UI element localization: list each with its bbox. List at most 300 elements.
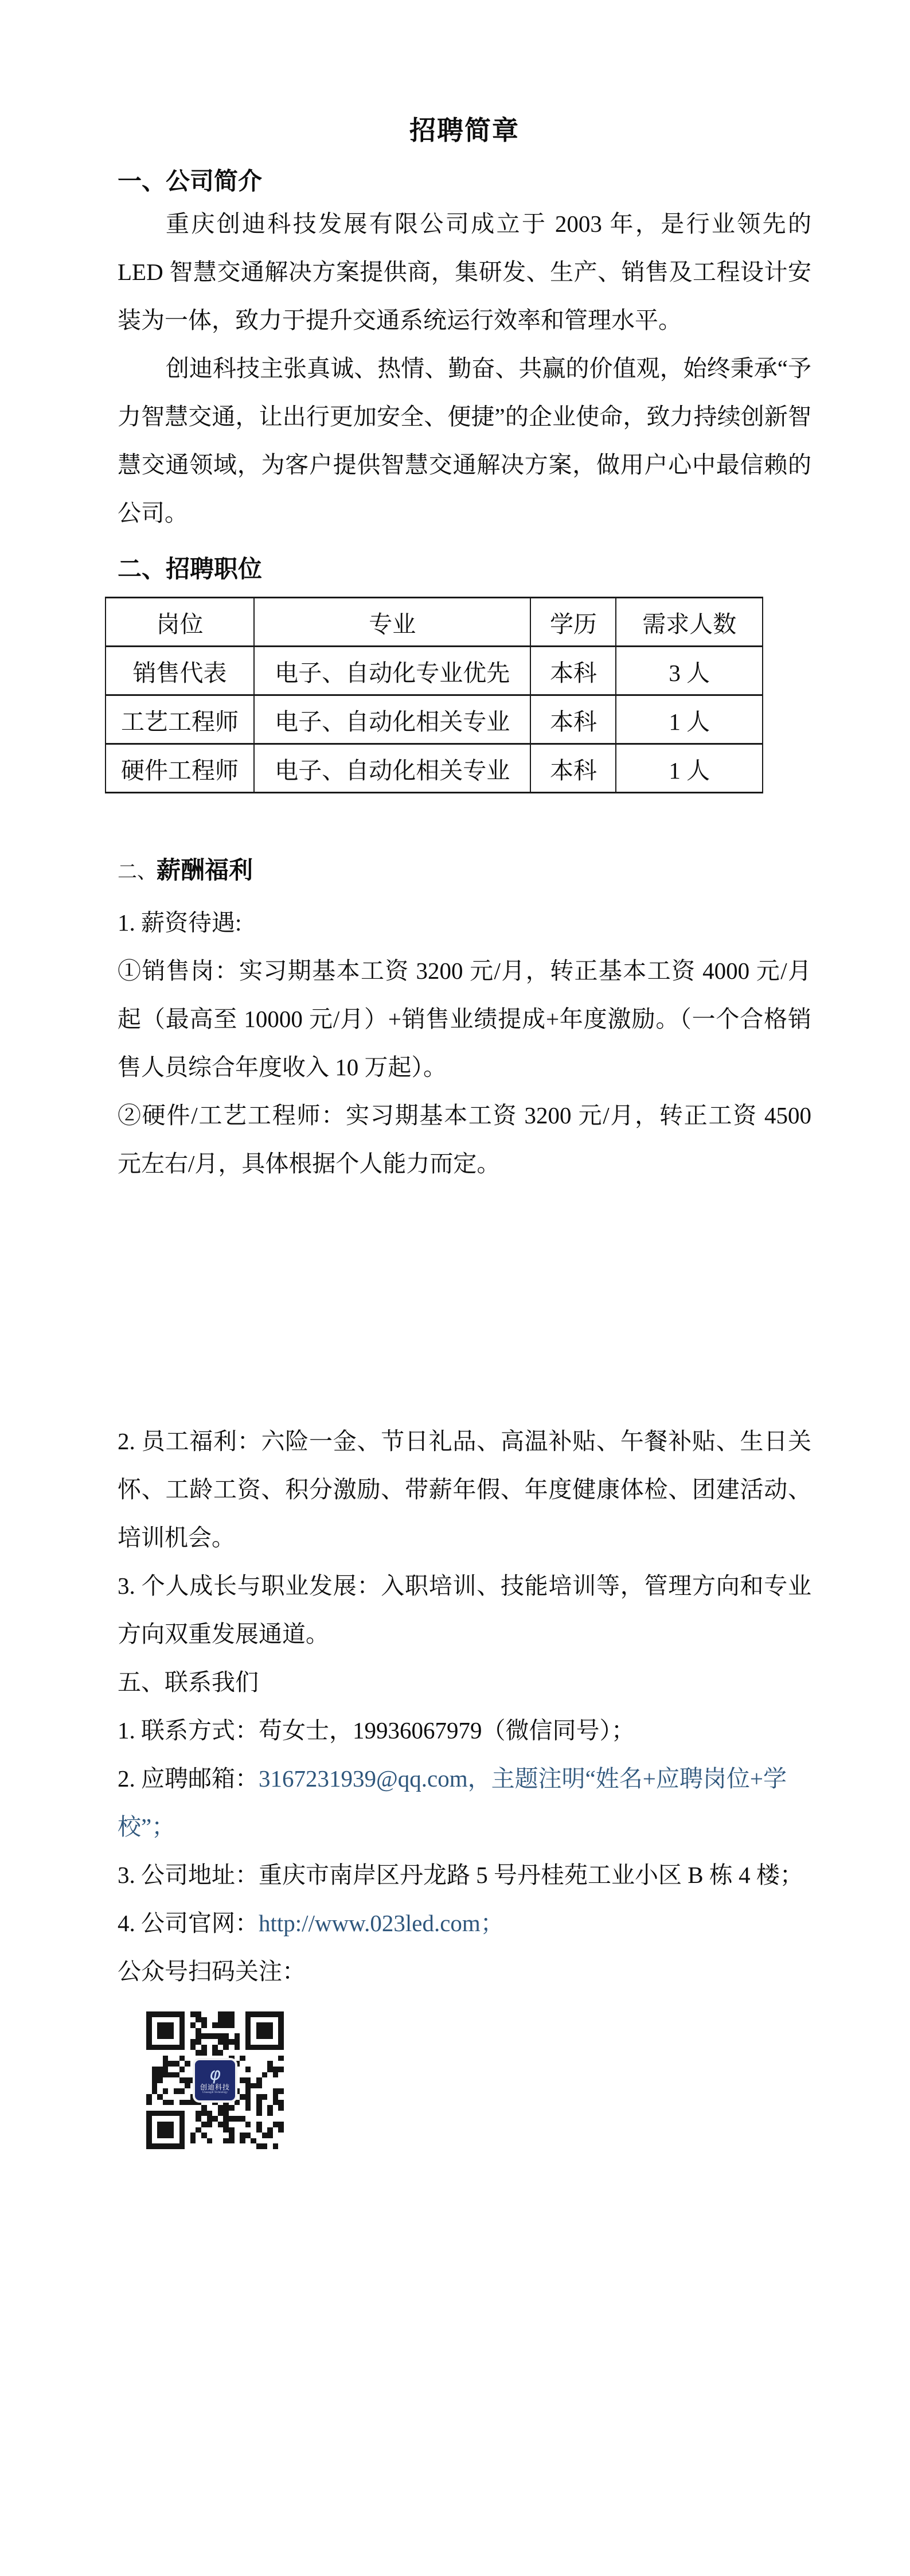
qr-module bbox=[174, 2100, 179, 2106]
qr-module bbox=[245, 2127, 251, 2133]
growth-paragraph: 3. 个人成长与职业发展：入职培训、技能培训等，管理方向和专业方向双重发展通道。 bbox=[118, 1573, 811, 1647]
qr-module bbox=[240, 2022, 245, 2028]
qr-module bbox=[168, 2122, 174, 2127]
qr-module bbox=[251, 2083, 256, 2089]
section-label: 薪酬福利 bbox=[157, 858, 253, 884]
qr-module bbox=[146, 2056, 152, 2061]
qr-module bbox=[267, 2138, 273, 2144]
qr-module bbox=[235, 2039, 240, 2045]
qr-module bbox=[267, 2111, 273, 2116]
qr-module bbox=[273, 2061, 279, 2067]
qr-module bbox=[196, 2143, 201, 2149]
qr-module bbox=[229, 2033, 235, 2039]
qr-module bbox=[256, 2111, 262, 2116]
table-cell: 1 人 bbox=[616, 744, 763, 793]
qr-module bbox=[196, 2017, 201, 2023]
qr-module bbox=[223, 2138, 229, 2144]
qr-module bbox=[223, 2017, 229, 2023]
qr-module bbox=[278, 2143, 284, 2149]
qr-module bbox=[174, 2033, 179, 2039]
qr-module bbox=[262, 2050, 268, 2056]
table-cell: 电子、自动化专业优先 bbox=[254, 647, 530, 695]
qr-module bbox=[267, 2028, 273, 2034]
qr-module bbox=[190, 2050, 196, 2056]
table-header-cell: 岗位 bbox=[106, 598, 254, 647]
qr-module bbox=[163, 2045, 169, 2050]
qr-module bbox=[218, 2050, 224, 2056]
qr-module bbox=[273, 2022, 279, 2028]
qr-module bbox=[251, 2072, 256, 2078]
qr-module bbox=[218, 2045, 224, 2050]
qr-module bbox=[168, 2039, 174, 2045]
qr-module bbox=[179, 2056, 185, 2061]
qr-module bbox=[273, 2094, 279, 2100]
qr-module bbox=[168, 2050, 174, 2056]
qr-module bbox=[229, 2143, 235, 2149]
qr-module bbox=[251, 2116, 256, 2122]
qr-module bbox=[251, 2105, 256, 2111]
qr-module bbox=[262, 2105, 268, 2111]
qr-module bbox=[273, 2017, 279, 2023]
qr-module bbox=[240, 2083, 245, 2089]
qr-module bbox=[146, 2072, 152, 2078]
qr-module bbox=[201, 2045, 207, 2050]
qr-module bbox=[245, 2045, 251, 2050]
qr-module bbox=[240, 2094, 245, 2100]
qr-module bbox=[267, 2045, 273, 2050]
qr-module bbox=[235, 2111, 240, 2116]
qr-module bbox=[146, 2127, 152, 2133]
qr-module bbox=[168, 2088, 174, 2094]
qr-module bbox=[240, 2133, 245, 2138]
qr-module bbox=[256, 2138, 262, 2144]
qr-module bbox=[223, 2111, 229, 2116]
qr-module bbox=[256, 2100, 262, 2106]
table-row bbox=[106, 647, 763, 695]
document-body bbox=[0, 112, 910, 2149]
qr-module bbox=[157, 2056, 163, 2061]
section-heading-company-intro: 一、公司简介 bbox=[118, 169, 263, 195]
salary-engineer-paragraph: ②硬件/工艺工程师：实习期基本工资 3200 元/月，转正工资 4500 元左右/月，具体根据个人能力而定。 bbox=[118, 1102, 811, 1177]
qr-module bbox=[168, 2033, 174, 2039]
qr-module bbox=[235, 2045, 240, 2050]
qr-module bbox=[179, 2077, 185, 2083]
qr-module bbox=[235, 2143, 240, 2149]
qr-module bbox=[163, 2138, 169, 2144]
section-heading-contact: 五、联系我们 bbox=[118, 1669, 259, 1695]
qr-module bbox=[163, 2116, 169, 2122]
qr-module bbox=[174, 2050, 179, 2056]
qr-module bbox=[207, 2133, 213, 2138]
benefits-paragraph: 2. 员工福利：六险一金、节日礼品、高温补贴、午餐补贴、生日关怀、工龄工资、积分激励、带薪年假、年度健康体检、团建活动、培训机会。 bbox=[118, 1428, 811, 1551]
qr-module bbox=[201, 2033, 207, 2039]
table-cell: 硬件工程师 bbox=[106, 744, 254, 793]
qr-module bbox=[179, 2116, 185, 2122]
qr-module bbox=[240, 2111, 245, 2116]
qr-module bbox=[174, 2111, 179, 2116]
qr-module bbox=[273, 2100, 279, 2106]
qr-module bbox=[235, 2022, 240, 2028]
contact-website-label: 4. 公司官网： bbox=[118, 1910, 259, 1936]
qr-module bbox=[229, 2017, 235, 2023]
qr-module bbox=[223, 2133, 229, 2138]
qr-module bbox=[174, 2045, 179, 2050]
qr-module bbox=[267, 2077, 273, 2083]
qr-module bbox=[223, 2022, 229, 2028]
qr-module bbox=[256, 2050, 262, 2056]
qr-module bbox=[240, 2050, 245, 2056]
qr-module bbox=[168, 2017, 174, 2023]
qr-module bbox=[218, 2033, 224, 2039]
qr-module bbox=[212, 2143, 218, 2149]
qr-module bbox=[229, 2028, 235, 2034]
qr-module bbox=[207, 2011, 213, 2017]
qr-module bbox=[273, 2039, 279, 2045]
qr-module bbox=[174, 2011, 179, 2017]
qr-module bbox=[267, 2116, 273, 2122]
qr-module bbox=[245, 2143, 251, 2149]
qr-module bbox=[190, 2105, 196, 2111]
qr-module bbox=[273, 2111, 279, 2116]
qr-module bbox=[256, 2039, 262, 2045]
qr-module bbox=[174, 2105, 179, 2111]
qr-module bbox=[174, 2022, 179, 2028]
qr-module bbox=[223, 2039, 229, 2045]
qr-module bbox=[278, 2033, 284, 2039]
qr-module bbox=[278, 2045, 284, 2050]
qr-module bbox=[256, 2022, 262, 2028]
qr-module bbox=[223, 2116, 229, 2122]
qr-module bbox=[245, 2105, 251, 2111]
qr-module bbox=[163, 2039, 169, 2045]
qr-module bbox=[152, 2077, 158, 2083]
qr-module bbox=[190, 2133, 196, 2138]
qr-module bbox=[240, 2143, 245, 2149]
qr-module bbox=[256, 2127, 262, 2133]
qr-module bbox=[207, 2028, 213, 2034]
table-header-cell: 需求人数 bbox=[616, 598, 763, 647]
qr-module bbox=[196, 2105, 201, 2111]
qr-module bbox=[262, 2072, 268, 2078]
qr-module bbox=[146, 2067, 152, 2072]
qr-module bbox=[185, 2127, 190, 2133]
qr-module bbox=[168, 2100, 174, 2106]
qr-module bbox=[152, 2061, 158, 2067]
qr-module bbox=[262, 2122, 268, 2127]
qr-module bbox=[278, 2077, 284, 2083]
qr-module bbox=[229, 2011, 235, 2017]
table-cell: 工艺工程师 bbox=[106, 695, 254, 744]
qr-module bbox=[168, 2067, 174, 2072]
qr-module bbox=[212, 2105, 218, 2111]
qr-module bbox=[185, 2094, 190, 2100]
qr-module bbox=[146, 2050, 152, 2056]
qr-module bbox=[245, 2111, 251, 2116]
qr-module bbox=[278, 2061, 284, 2067]
qr-module bbox=[157, 2050, 163, 2056]
qr-module bbox=[278, 2122, 284, 2127]
qr-module bbox=[245, 2017, 251, 2023]
qr-module bbox=[168, 2056, 174, 2061]
qr-module bbox=[267, 2056, 273, 2061]
qr-module bbox=[229, 2122, 235, 2127]
contact-website-line bbox=[118, 1899, 811, 1947]
qr-module bbox=[174, 2077, 179, 2083]
qr-module bbox=[152, 2127, 158, 2133]
qr-module bbox=[152, 2028, 158, 2034]
qr-module bbox=[174, 2116, 179, 2122]
qr-module bbox=[256, 2072, 262, 2078]
company-intro-paragraph-1: 重庆创迪科技发展有限公司成立于 2003 年，是行业领先的 LED 智慧交通解决方案提供商，集研发、生产、销售及工程设计安装为一体，致力于提升交通系统运行效率和管理水平。 bbox=[118, 211, 811, 333]
qr-module bbox=[179, 2094, 185, 2100]
table-cell: 本科 bbox=[530, 695, 616, 744]
qr-module bbox=[256, 2061, 262, 2067]
qr-module bbox=[157, 2022, 163, 2028]
qr-module bbox=[174, 2143, 179, 2149]
qr-module bbox=[174, 2083, 179, 2089]
qr-module bbox=[262, 2077, 268, 2083]
qr-module bbox=[168, 2072, 174, 2078]
qr-module bbox=[251, 2022, 256, 2028]
qr-module bbox=[229, 2050, 235, 2056]
qr-module bbox=[152, 2067, 158, 2072]
qr-module bbox=[240, 2045, 245, 2050]
qr-module bbox=[168, 2111, 174, 2116]
qr-module bbox=[245, 2077, 251, 2083]
qr-module bbox=[185, 2143, 190, 2149]
qr-module bbox=[174, 2088, 179, 2094]
website-link[interactable]: http://www.023led.com； bbox=[259, 1910, 504, 1936]
qr-module bbox=[251, 2122, 256, 2127]
qr-module bbox=[179, 2067, 185, 2072]
qr-module bbox=[201, 2127, 207, 2133]
qr-module bbox=[235, 2127, 240, 2133]
email-link[interactable]: 3167231939@qq.com，主题注明“姓名+应聘岗位+学校”； bbox=[118, 1765, 787, 1840]
qr-module bbox=[157, 2067, 163, 2072]
qr-module bbox=[163, 2061, 169, 2067]
qr-module bbox=[256, 2143, 262, 2149]
qr-module bbox=[201, 2105, 207, 2111]
qr-module bbox=[251, 2111, 256, 2116]
qr-module bbox=[152, 2050, 158, 2056]
qr-module bbox=[278, 2127, 284, 2133]
qr-module bbox=[273, 2011, 279, 2017]
qr-module bbox=[212, 2050, 218, 2056]
qr-module bbox=[196, 2039, 201, 2045]
qr-module bbox=[240, 2067, 245, 2072]
qr-module bbox=[163, 2022, 169, 2028]
qr-module bbox=[190, 2122, 196, 2127]
qr-module bbox=[278, 2028, 284, 2034]
qr-module bbox=[278, 2116, 284, 2122]
qr-module bbox=[218, 2105, 224, 2111]
qr-module bbox=[223, 2011, 229, 2017]
qr-module bbox=[179, 2017, 185, 2023]
qr-module bbox=[273, 2088, 279, 2094]
qr-module bbox=[157, 2088, 163, 2094]
qr-module bbox=[218, 2122, 224, 2127]
company-intro-paragraph-2: 创迪科技主张真诚、热情、勤奋、共赢的价值观，始终秉承“予力智慧交通，让出行更加安全、便捷”的企业使命，致力持续创新智慧交通领域，为客户提供智慧交通解决方案，做用户心中最信赖的公司。 bbox=[118, 355, 811, 526]
qr-module bbox=[218, 2138, 224, 2144]
qr-module bbox=[212, 2039, 218, 2045]
qr-module bbox=[251, 2045, 256, 2050]
qr-module bbox=[185, 2011, 190, 2017]
qr-module bbox=[256, 2122, 262, 2127]
table-header-row bbox=[106, 598, 763, 647]
qr-module bbox=[278, 2072, 284, 2078]
qr-module bbox=[223, 2028, 229, 2034]
qr-module bbox=[157, 2011, 163, 2017]
table-row bbox=[106, 695, 763, 744]
qr-module bbox=[190, 2116, 196, 2122]
qr-module bbox=[179, 2061, 185, 2067]
qr-module bbox=[223, 2045, 229, 2050]
qr-module bbox=[163, 2050, 169, 2056]
qr-module bbox=[152, 2111, 158, 2116]
qr-module bbox=[196, 2122, 201, 2127]
qr-module bbox=[185, 2133, 190, 2138]
qr-module bbox=[278, 2138, 284, 2144]
qr-module bbox=[163, 2143, 169, 2149]
qr-module bbox=[278, 2094, 284, 2100]
qr-module bbox=[212, 2022, 218, 2028]
qr-module bbox=[152, 2045, 158, 2050]
qr-module bbox=[251, 2011, 256, 2017]
qr-module bbox=[278, 2083, 284, 2089]
contact-email-label: 2. 应聘邮箱： bbox=[118, 1765, 259, 1792]
qr-module bbox=[185, 2039, 190, 2045]
qr-module bbox=[157, 2045, 163, 2050]
qr-module bbox=[157, 2100, 163, 2106]
qr-module bbox=[196, 2011, 201, 2017]
qr-module bbox=[267, 2105, 273, 2111]
qr-module bbox=[157, 2143, 163, 2149]
qr-module bbox=[168, 2045, 174, 2050]
qr-module bbox=[179, 2083, 185, 2089]
qr-module bbox=[174, 2017, 179, 2023]
blank-gap bbox=[118, 1188, 811, 1417]
qr-module bbox=[267, 2022, 273, 2028]
qr-module bbox=[157, 2017, 163, 2023]
qr-module bbox=[207, 2017, 213, 2023]
qr-module bbox=[273, 2056, 279, 2061]
qr-module bbox=[273, 2033, 279, 2039]
qr-module bbox=[212, 2127, 218, 2133]
page-title: 招聘简章 bbox=[409, 116, 520, 145]
qr-module bbox=[218, 2111, 224, 2116]
qr-module bbox=[223, 2143, 229, 2149]
qr-module bbox=[235, 2050, 240, 2056]
qr-module bbox=[146, 2105, 152, 2111]
qr-module bbox=[185, 2077, 190, 2083]
qr-module bbox=[163, 2105, 169, 2111]
qr-module bbox=[240, 2056, 245, 2061]
qr-module bbox=[168, 2061, 174, 2067]
qr-module bbox=[185, 2100, 190, 2106]
qr-module bbox=[190, 2127, 196, 2133]
qr-module bbox=[278, 2067, 284, 2072]
qr-module bbox=[245, 2028, 251, 2034]
qr-module bbox=[245, 2050, 251, 2056]
qr-module bbox=[251, 2077, 256, 2083]
qr-module bbox=[267, 2072, 273, 2078]
qr-module bbox=[157, 2083, 163, 2089]
table-cell: 销售代表 bbox=[106, 647, 254, 695]
qr-module bbox=[185, 2083, 190, 2089]
qr-module bbox=[262, 2133, 268, 2138]
qr-module bbox=[185, 2116, 190, 2122]
qr-module bbox=[201, 2122, 207, 2127]
qr-module bbox=[190, 2039, 196, 2045]
qr-module bbox=[273, 2050, 279, 2056]
qr-module bbox=[157, 2094, 163, 2100]
qr-module bbox=[196, 2045, 201, 2050]
qr-module bbox=[245, 2133, 251, 2138]
qr-module bbox=[190, 2011, 196, 2017]
qr-module bbox=[256, 2116, 262, 2122]
qr-module bbox=[168, 2022, 174, 2028]
qr-module bbox=[218, 2143, 224, 2149]
qr-module bbox=[245, 2067, 251, 2072]
salary-item-title: 1. 薪资待遇: bbox=[118, 909, 242, 936]
qr-module bbox=[196, 2033, 201, 2039]
qr-module bbox=[157, 2105, 163, 2111]
qr-module bbox=[273, 2133, 279, 2138]
qr-module bbox=[245, 2094, 251, 2100]
qr-module bbox=[190, 2111, 196, 2116]
qr-module bbox=[207, 2127, 213, 2133]
qr-module bbox=[201, 2111, 207, 2116]
qr-module bbox=[278, 2011, 284, 2017]
qr-module bbox=[146, 2017, 152, 2023]
qr-module bbox=[163, 2072, 169, 2078]
qr-module bbox=[240, 2033, 245, 2039]
qr-module bbox=[179, 2045, 185, 2050]
qr-module bbox=[146, 2083, 152, 2089]
section-heading-salary-benefits bbox=[118, 853, 811, 890]
qr-module bbox=[168, 2116, 174, 2122]
qr-module bbox=[267, 2067, 273, 2072]
qr-module bbox=[262, 2127, 268, 2133]
qr-module bbox=[185, 2067, 190, 2072]
qr-module bbox=[251, 2056, 256, 2061]
qr-module bbox=[157, 2028, 163, 2034]
table-row bbox=[106, 744, 763, 793]
qr-module bbox=[245, 2116, 251, 2122]
qr-module bbox=[163, 2017, 169, 2023]
qr-module bbox=[256, 2045, 262, 2050]
qr-module bbox=[185, 2061, 190, 2067]
qr-module bbox=[212, 2122, 218, 2127]
qr-module bbox=[218, 2133, 224, 2138]
qr-module bbox=[256, 2094, 262, 2100]
qr-module bbox=[245, 2011, 251, 2017]
qr-module bbox=[256, 2028, 262, 2034]
qr-module bbox=[267, 2127, 273, 2133]
qr-module bbox=[157, 2116, 163, 2122]
qr-module bbox=[179, 2050, 185, 2056]
qr-module bbox=[201, 2017, 207, 2023]
qr-module bbox=[262, 2061, 268, 2067]
qr-module bbox=[273, 2127, 279, 2133]
qr-module bbox=[235, 2017, 240, 2023]
qr-module bbox=[207, 2143, 213, 2149]
qr-module bbox=[196, 2028, 201, 2034]
qr-module bbox=[240, 2028, 245, 2034]
qr-module bbox=[229, 2105, 235, 2111]
qr-module bbox=[157, 2122, 163, 2127]
qr-module bbox=[229, 2111, 235, 2116]
